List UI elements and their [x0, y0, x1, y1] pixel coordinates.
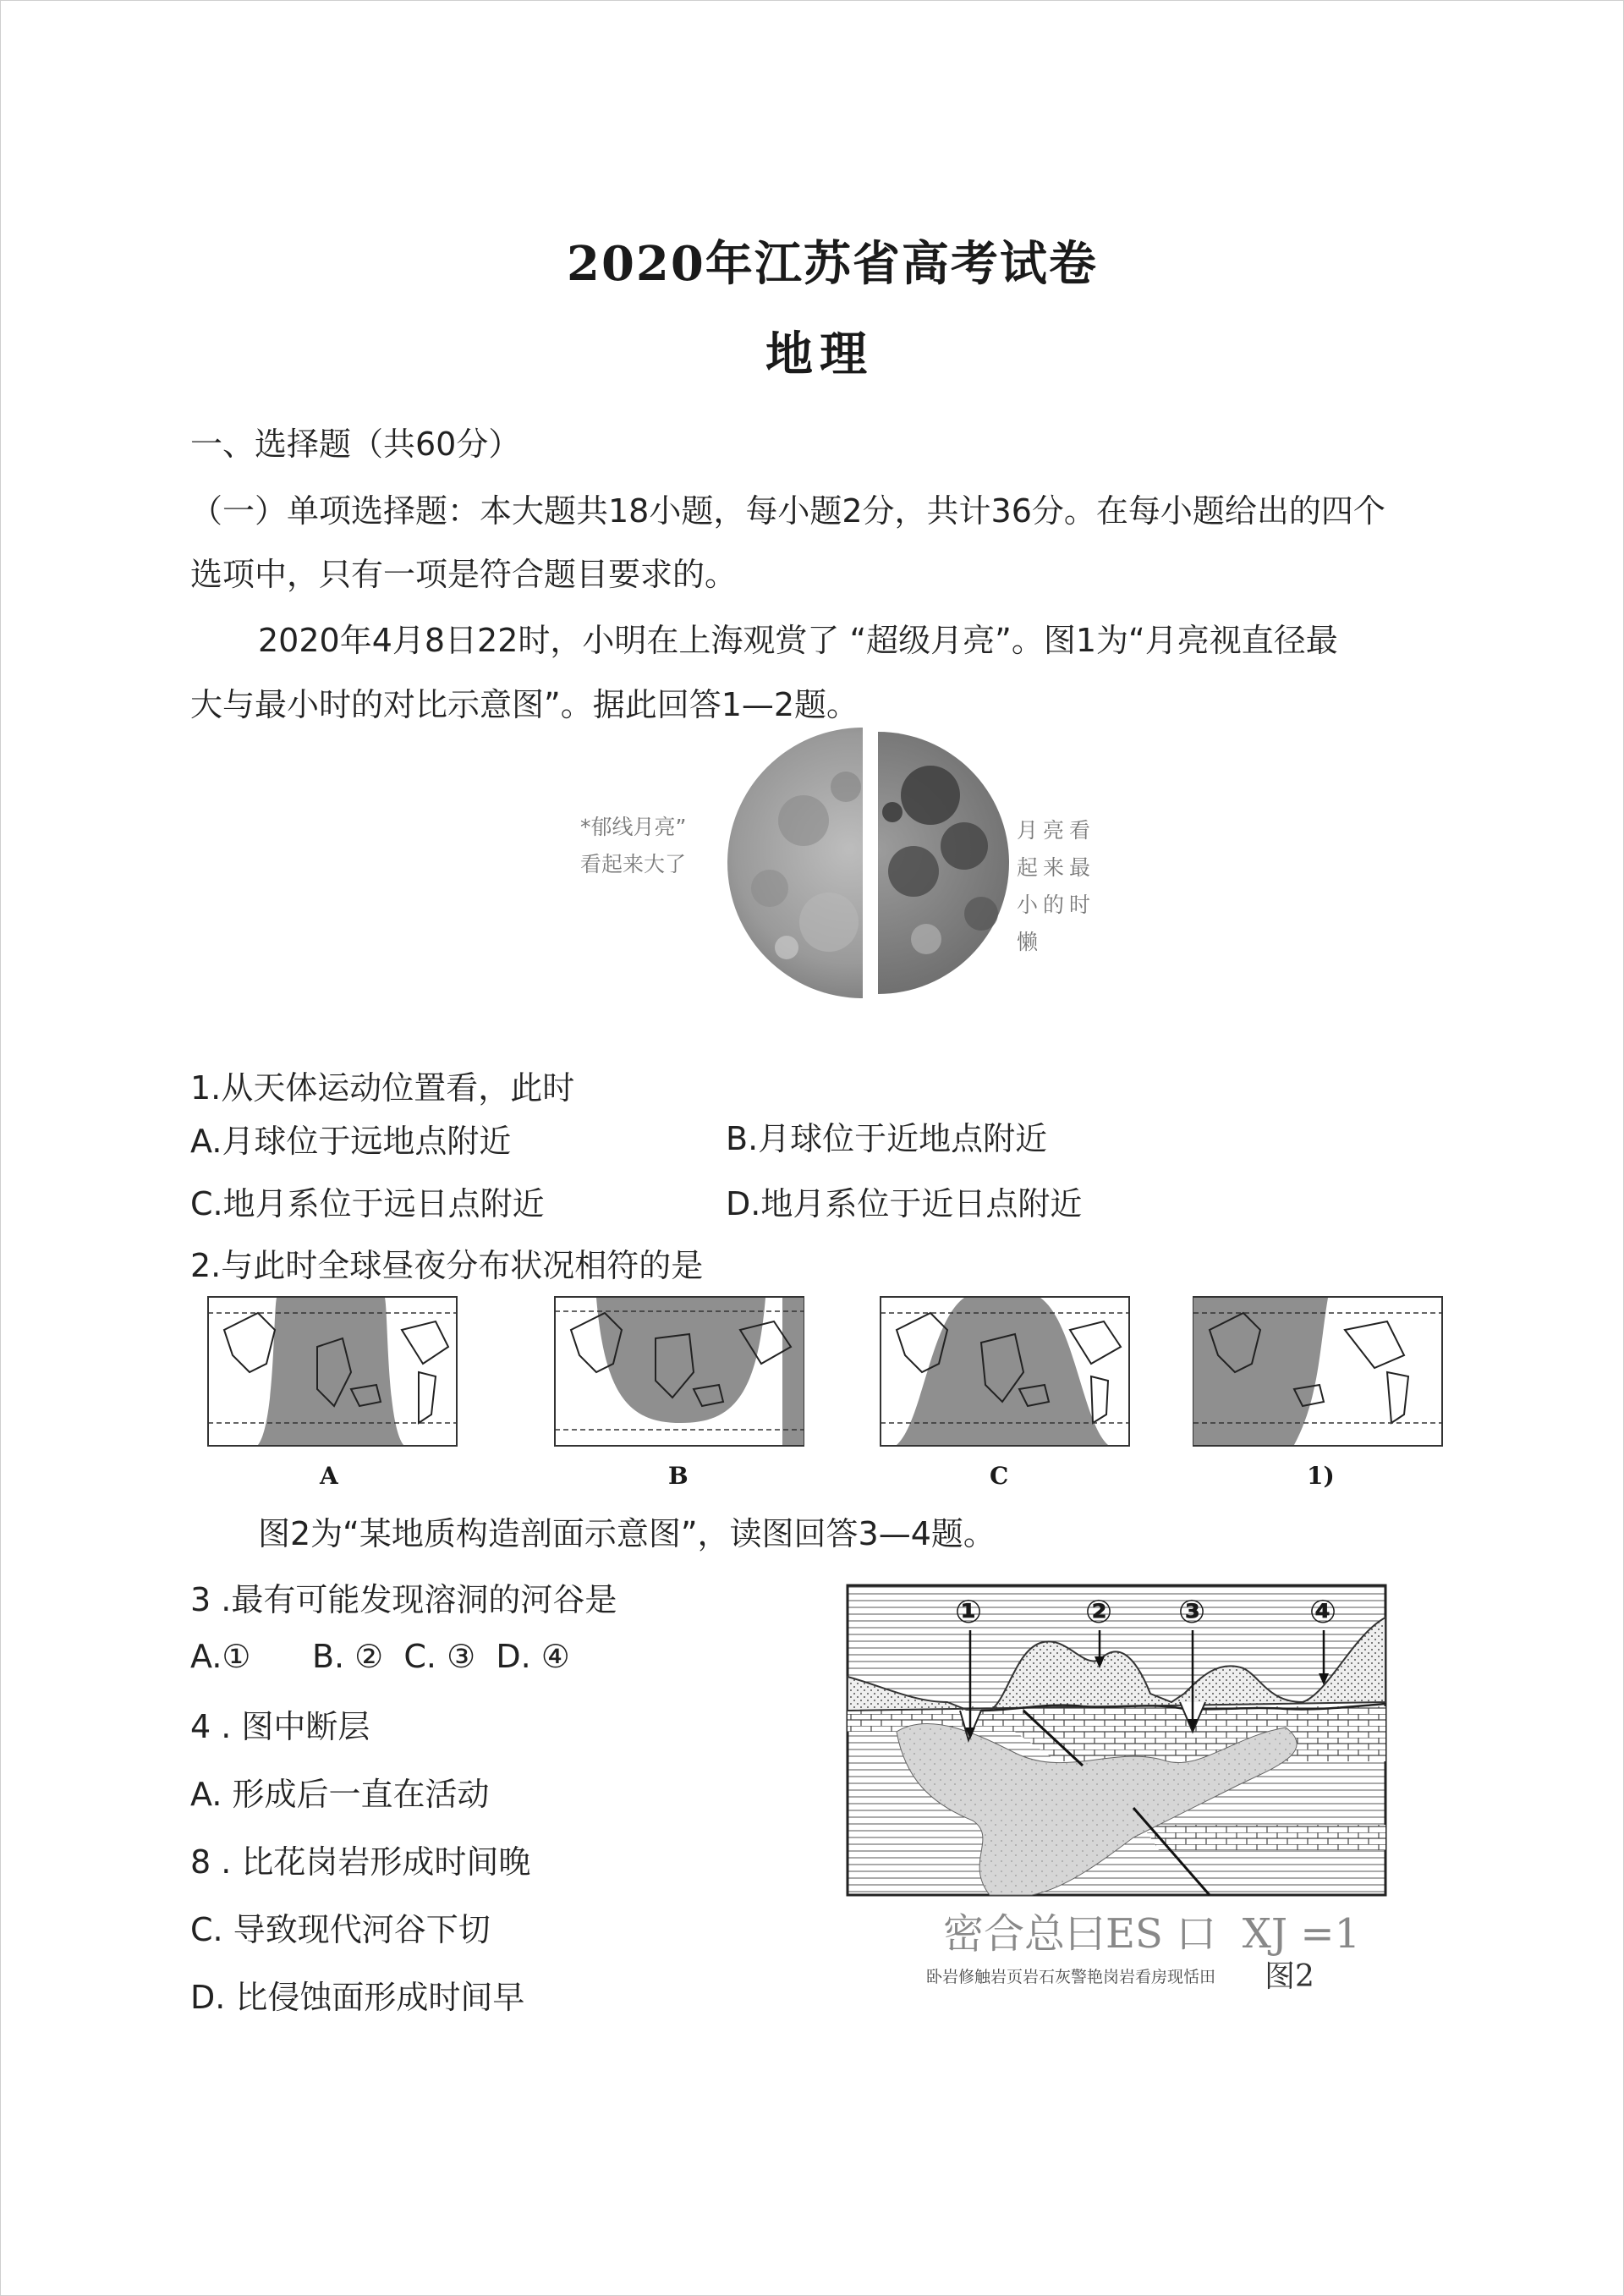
map-label-d: 1) — [1307, 1462, 1335, 1490]
map-label-b: B — [668, 1462, 689, 1490]
daynight-map-d — [1193, 1296, 1443, 1447]
geology-cross-section — [846, 1584, 1387, 1897]
marker-4: ④ — [1309, 1593, 1337, 1630]
q1-option-b: B.月球位于近地点附近 — [726, 1120, 1048, 1157]
fig2-legend-labels: 卧岩修触岩页岩石灰警艳岗岩看房现恬田 — [926, 1968, 1216, 1986]
q1-option-d: D.地月系位于近日点附近 — [726, 1185, 1083, 1222]
fig2-intro: 图2为“某地质构造剖面示意图”，读图回答3—4题。 — [258, 1515, 996, 1552]
q4-option-b: 8 . 比花岗岩形成时间晚 — [190, 1843, 531, 1881]
map-label-a: A — [320, 1462, 338, 1490]
q1-option-c: C.地月系位于远日点附近 — [190, 1185, 545, 1222]
daynight-map-c — [880, 1296, 1130, 1447]
q3-stem: 3 .最有可能发现溶洞的河谷是 — [190, 1581, 617, 1618]
section-heading: 一、选择题（共60分） — [190, 426, 521, 463]
fig2-legend-symbols: 密合总曰ES 口 XJ =1 — [943, 1910, 1361, 1958]
map-label-c: C — [990, 1462, 1009, 1490]
section-instructions-line2: 选项中，只有一项是符合题目要求的。 — [190, 556, 738, 593]
moon-left-caption: *郁线月亮” 看起来大了 — [580, 815, 687, 876]
marker-1: ① — [955, 1593, 983, 1630]
marker-3: ③ — [1178, 1593, 1206, 1630]
q4-option-d: D. 比侵蚀面形成时间早 — [190, 1979, 525, 2016]
q2-stem: 2.与此时全球昼夜分布状况相符的是 — [190, 1247, 704, 1284]
intro-line1: 2020年4月8日22时，小明在上海观赏了 “超级月亮”。图1为“月亮视直径最 — [258, 622, 1338, 659]
q1-stem: 1.从天体运动位置看，此时 — [190, 1069, 575, 1107]
q3-options: A.① B. ② C. ③ D. ④ — [190, 1638, 570, 1675]
daynight-map-a — [207, 1296, 458, 1447]
q4-option-c: C. 导致现代河谷下切 — [190, 1911, 491, 1948]
marker-2: ② — [1085, 1593, 1113, 1630]
exam-title: 2020年江苏省高考试卷 — [567, 236, 1098, 292]
intro-line2: 大与最小时的对比示意图”。据此回答1—2题。 — [190, 686, 859, 723]
q1-option-a: A.月球位于远地点附近 — [190, 1123, 512, 1160]
q4-option-a: A. 形成后一直在活动 — [190, 1776, 490, 1813]
daynight-map-b — [554, 1296, 804, 1447]
section-instructions-line1: （一）单项选择题：本大题共18小题，每小题2分，共计36分。在每小题给出的四个 — [190, 492, 1385, 530]
moon-right-caption: 月亮看 起来最 小的时 懒 — [1017, 818, 1096, 954]
subject-title: 地理 — [765, 327, 874, 382]
fig2-caption: 图2 — [1265, 1959, 1314, 1994]
q4-stem: 4 . 图中断层 — [190, 1708, 370, 1745]
